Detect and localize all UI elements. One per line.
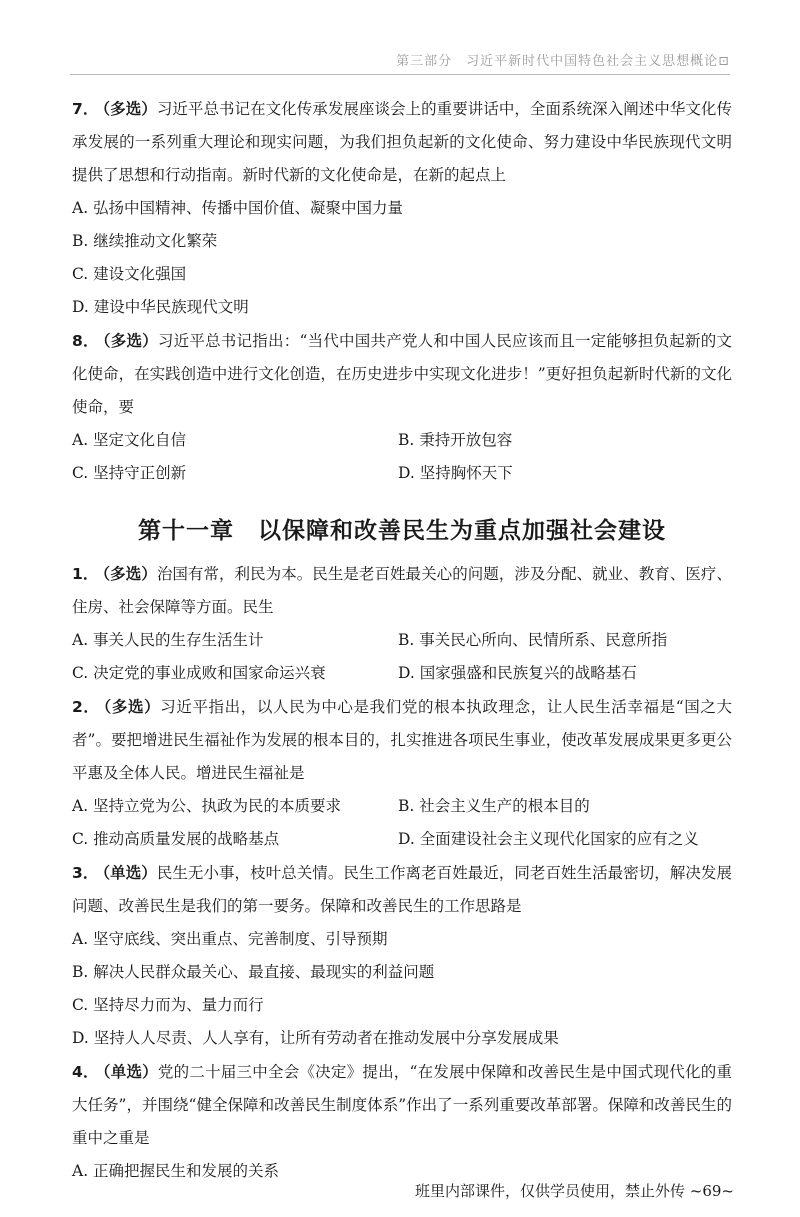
question-type: （多选） xyxy=(103,697,161,716)
option-d: D. 建设中华民族现代文明 xyxy=(72,298,249,316)
question-number: 3． xyxy=(72,864,99,882)
option-b: B. 继续推动文化繁荣 xyxy=(72,232,218,250)
question-text: 习近平总书记指出：“当代中国共产党人和中国人民应该而且一定能够担负起新的文化使命，在实践创造中进行文化创造，在历史进步中实现文化进步！”更好担负起新时代新的文化使命，要 xyxy=(72,332,732,416)
option-d: D. 坚持人人尽责、人人享有，让所有劳动者在推动发展中分享发展成果 xyxy=(72,1029,559,1047)
question-type: （多选） xyxy=(102,99,157,118)
option-d: D. 坚持胸怀天下 xyxy=(398,464,513,482)
question-stem xyxy=(72,557,732,624)
option-row xyxy=(72,457,732,490)
question-3 xyxy=(72,856,732,1055)
running-header xyxy=(70,40,730,76)
question-number: 2． xyxy=(72,698,100,716)
option-row xyxy=(72,823,732,856)
page-number: ~69~ xyxy=(689,1182,734,1200)
option-c: C. 坚持尽力而为、量力而行 xyxy=(72,996,264,1014)
question-8 xyxy=(72,324,732,490)
question-number: 7． xyxy=(72,100,99,118)
option-row xyxy=(72,790,732,823)
question-text: 治国有常，利民为本。民生是老百姓最关心的问题，涉及分配、就业、教育、医疗、住房、社会保障等方面。民生 xyxy=(72,565,732,616)
option-a: A. 坚持立党为公、执政为民的本质要求 xyxy=(72,797,342,815)
header-divider xyxy=(70,74,730,75)
question-number: 1． xyxy=(72,565,99,583)
option-a: A. 弘扬中国精神、传播中国价值、凝聚中国力量 xyxy=(72,199,404,217)
question-stem xyxy=(72,856,732,923)
option-b: B. 解决人民群众最关心、最直接、最现实的利益问题 xyxy=(72,963,435,981)
question-number: 8． xyxy=(72,332,99,350)
question-stem xyxy=(72,92,732,192)
question-text: 党的二十届三中全会《决定》提出，“在发展中保障和改善民生是中国式现代化的重大任务”，并围绕“健全保障和改善民生制度体系”作出了一系列重要改革部署。保障和改善民生的重中之重是 xyxy=(72,1063,732,1147)
page-content xyxy=(72,92,732,1188)
option-a: A. 坚定文化自信 xyxy=(72,431,187,449)
page-footer xyxy=(415,1180,734,1201)
option-a: A. 正确把握民生和发展的关系 xyxy=(72,1162,280,1180)
chapter-title: 第十一章 以保障和改善民生为重点加强社会建设 xyxy=(138,518,666,544)
option-c: C. 坚持守正创新 xyxy=(72,464,187,482)
question-type: （多选） xyxy=(102,564,157,583)
question-stem xyxy=(72,1055,732,1155)
question-2 xyxy=(72,690,732,856)
question-1 xyxy=(72,557,732,690)
footer-notice: 班里内部课件，仅供学员使用，禁止外传 xyxy=(414,1182,685,1200)
running-title: 第三部分 习近平新时代中国特色社会主义思想概论⊡ xyxy=(396,54,730,69)
option-b: B. 事关民心所向、民情所系、民意所指 xyxy=(398,631,668,649)
option-a: A. 坚守底线、突出重点、完善制度、引导预期 xyxy=(72,930,388,948)
option-c: C. 推动高质量发展的战略基点 xyxy=(72,830,280,848)
option-b: B. 秉持开放包容 xyxy=(398,431,513,449)
question-stem xyxy=(72,690,732,790)
question-type: （多选） xyxy=(102,331,158,350)
question-text: 习近平总书记在文化传承发展座谈会上的重要讲话中，全面系统深入阐述中华文化传承发展的一系列重大理论和现实问题，为我们担负起新的文化使命、努力建设中华民族现代文明提供了思想和行动指南。新时代新的文化使命是，在新的起点上 xyxy=(72,100,732,184)
option-c: C. 建设文化强国 xyxy=(72,265,187,283)
option-row xyxy=(72,657,732,690)
option-d: D. 全面建设社会主义现代化国家的应有之义 xyxy=(398,830,699,848)
option-row xyxy=(72,624,732,657)
option-c: C. 决定党的事业成败和国家命运兴衰 xyxy=(72,664,326,682)
option-d: D. 国家强盛和民族复兴的战略基石 xyxy=(398,664,637,682)
question-type: （单选） xyxy=(102,1062,158,1081)
option-row xyxy=(72,424,732,457)
question-type: （单选） xyxy=(102,863,157,882)
question-number: 4． xyxy=(72,1063,99,1081)
question-7 xyxy=(72,92,732,324)
option-b: B. 社会主义生产的根本目的 xyxy=(398,797,590,815)
option-a: A. 事关人民的生存生活生计 xyxy=(72,631,264,649)
question-stem xyxy=(72,324,732,424)
question-4 xyxy=(72,1055,732,1188)
question-text: 民生无小事，枝叶总关情。民生工作离老百姓最近，同老百姓生活最密切，解决发展问题、改善民生是我们的第一要务。保障和改善民生的工作思路是 xyxy=(72,864,732,915)
question-text: 习近平指出，以人民为中心是我们党的根本执政理念，让人民生活幸福是“国之大者”。要把增进民生福祉作为发展的根本目的，扎实推进各项民生事业，使改革发展成果更多更公平惠及全体人民。增进民生福祉是 xyxy=(72,698,732,782)
